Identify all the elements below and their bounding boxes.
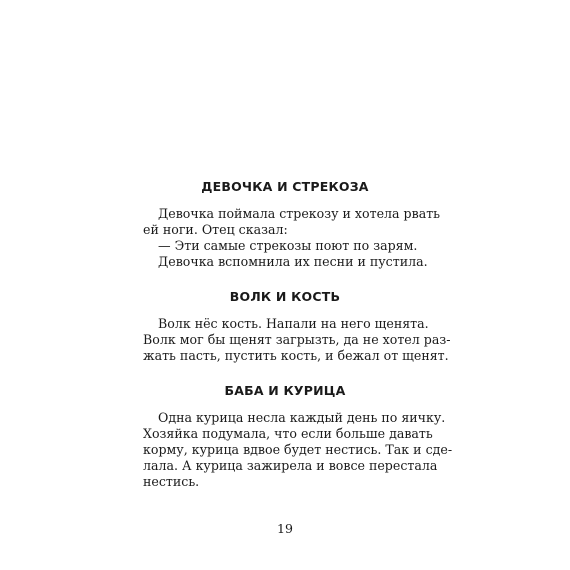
- story-text-line: нестись.: [143, 474, 200, 489]
- story-title: БАБА И КУРИЦА: [224, 383, 346, 398]
- story-text-line: корму, курица вдвое будет нестись. Так и сде-: [143, 442, 453, 457]
- story-title: ВОЛК И КОСТЬ: [229, 289, 341, 304]
- story-text-line: жать пасть, пустить кость, и бежал от щенят.: [143, 348, 449, 363]
- story-text-line: Одна курица несла каждый день по яичку.: [158, 410, 446, 425]
- story-text-line: Волк нёс кость. Напали на него щенята.: [158, 316, 429, 331]
- story-text-line: Хозяйка подумала, что если больше давать: [143, 426, 433, 441]
- story-text-line: лала. А курица зажирела и вовсе перестала: [143, 458, 438, 473]
- page-number: 19: [277, 521, 293, 536]
- story-text-line: — Эти самые стрекозы поют по зарям.: [158, 238, 418, 253]
- story-text-line: Волк мог бы щенят загрызть, да не хотел раз-: [143, 332, 451, 347]
- story-text-line: ей ноги. Отец сказал:: [143, 222, 288, 237]
- story-text-line: Девочка вспомнила их песни и пустила.: [158, 254, 428, 269]
- story-title: ДЕВОЧКА И СТРЕКОЗА: [201, 179, 369, 194]
- story-text-line: Девочка поймала стрекозу и хотела рвать: [158, 206, 441, 221]
